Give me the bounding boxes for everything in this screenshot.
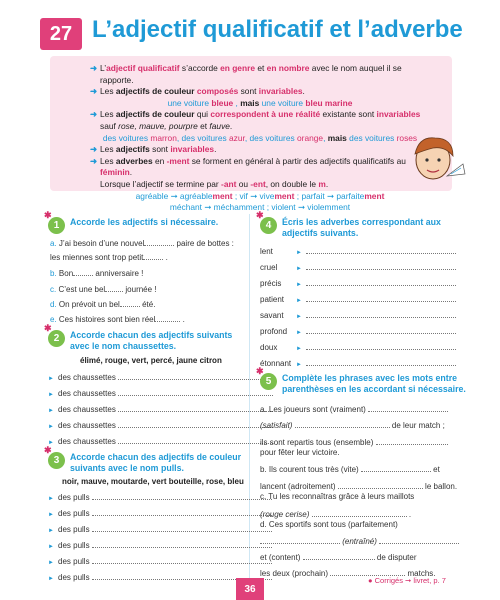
adjective-word: étonnant <box>260 359 292 368</box>
ex4-answer-line <box>260 246 456 256</box>
ex5-line: (rouge cerise) . <box>260 510 412 519</box>
answer-blank[interactable] <box>92 524 272 532</box>
example-3: des voitures marron, des voitures azur, des voitures orange, mais des voitures roses <box>102 132 418 143</box>
answer-blank[interactable] <box>105 284 123 292</box>
word-list: noir, mauve, moutarde, vert bouteille, rose, bleu <box>62 477 244 486</box>
example-5a: agréable ➞ agréablement ; vif ➞ vivement ; parfait ➞ parfaitement <box>135 190 385 201</box>
ex3-answer-line: ► des pulls <box>48 508 272 518</box>
answer-blank[interactable] <box>260 536 340 544</box>
bullet-icon: ► <box>48 544 54 550</box>
ex5-line: ils sont repartis tous (ensemble) <box>260 437 448 447</box>
answer-blank[interactable] <box>118 388 273 396</box>
ex2-answer-line: ► des chaussettes <box>48 388 273 398</box>
chapter-number: 27 <box>40 18 82 50</box>
exercise-badge: ✱ 1 <box>48 217 65 234</box>
adjective-word: précis <box>260 279 282 288</box>
ex4-answer-line <box>260 278 456 288</box>
ex1-line-b: b. Bon anniversaire ! <box>50 269 144 278</box>
answer-blank[interactable] <box>295 420 390 428</box>
answer-blank[interactable] <box>120 299 140 307</box>
bullet-icon: ► <box>296 282 302 288</box>
answer-blank[interactable] <box>306 246 456 254</box>
ex1-line-e: e. Ces histoires sont bien réel . <box>50 315 185 324</box>
answer-blank[interactable] <box>92 492 272 500</box>
answer-blank[interactable] <box>306 278 456 286</box>
rule-5: ➜ Les adverbes en -ment se forment en général à partir des adjectifs qualificatifs au féminin. Lorsque l’adjectif se termine par -ant ou -ent, on double le m. <box>90 155 406 189</box>
answer-blank[interactable] <box>379 536 459 544</box>
answer-blank[interactable] <box>118 372 273 380</box>
arrow-icon: ➜ <box>90 86 98 97</box>
exercise-title: Accorde chacun des adjectifs suivants avec le nom chaussettes. <box>70 330 233 351</box>
star-icon: ✱ <box>44 445 52 455</box>
answer-blank[interactable] <box>368 404 448 412</box>
example-5b: méchant ➞ méchamment ; violent ➞ violemment <box>169 202 351 213</box>
ex1-line-c: c. C’est une bel journée ! <box>50 285 157 294</box>
ex3-answer-line: ► des pulls <box>48 572 272 582</box>
ex1-line-a2: les miennes sont trop petit . <box>50 253 168 262</box>
bullet-icon: ► <box>48 576 54 582</box>
example-2: une voiture bleue , mais une voiture bleu marine <box>167 97 353 108</box>
bullet-icon: ► <box>48 512 54 518</box>
answer-blank[interactable] <box>306 326 456 334</box>
exercise-title: Accorde chacun des adjectifs de couleur suivants avec le nom pulls. <box>70 452 242 473</box>
adjective-word: doux <box>260 343 278 352</box>
answer-blank[interactable] <box>330 568 405 576</box>
ex5-line: d. Ces sportifs sont tous (parfaitement) <box>260 520 398 529</box>
page-title: L’adjectif qualificatif et l’adverbe <box>92 16 463 43</box>
ex3-answer-line: ► des pulls <box>48 524 272 534</box>
answer-blank[interactable] <box>144 238 174 246</box>
answer-blank[interactable] <box>92 508 272 516</box>
ex1-line-d: d. On prévoit un bel été. <box>50 300 156 309</box>
bullet-icon: ► <box>296 362 302 368</box>
ex2-answer-line: ► des chaussettes <box>48 436 273 446</box>
ex5-line: c. Tu les reconnaîtras grâce à leurs maillots <box>260 492 415 501</box>
adjective-word: cruel <box>260 263 278 272</box>
answer-blank[interactable] <box>306 358 456 366</box>
ex3-answer-line: ► des pulls <box>48 556 272 566</box>
adjective-word: profond <box>260 327 288 336</box>
exercise-title: Complète les phrases avec les mots entre parenthèses en les accordant si nécessaire. <box>282 373 466 394</box>
page-number: 36 <box>236 578 264 600</box>
adjective-word: patient <box>260 295 285 304</box>
ex4-answer-line <box>260 310 456 320</box>
answer-blank[interactable] <box>306 310 456 318</box>
ex2-answer-line: ► des chaussettes <box>48 372 273 382</box>
bullet-icon: ► <box>48 424 54 430</box>
rule-3: ➜ Les adjectifs de couleur qui correspondent à une réalité existante sont invariables sauf rose, mauve, pourpre et fauve. <box>90 109 421 131</box>
answer-blank[interactable] <box>143 252 163 260</box>
bullet-icon: ► <box>48 496 54 502</box>
rule-2: ➜ Les adjectifs de couleur composés sont invariables. <box>90 86 305 97</box>
exercise-5-header <box>256 366 466 395</box>
ex5-line: (satisfait) de leur match ; <box>260 421 445 430</box>
exercise-title: Accorde les adjectifs si nécessaire. <box>70 217 219 227</box>
bullet-icon: ► <box>48 560 54 566</box>
exercise-title: Écris les adverbes correspondant aux adjectifs suivants. <box>282 217 441 238</box>
bullet-icon: ► <box>296 266 302 272</box>
ex2-answer-line: ► des chaussettes <box>48 404 273 414</box>
arrow-icon: ➜ <box>90 144 98 155</box>
exercise-badge: ✱ 2 <box>48 330 65 347</box>
ex4-answer-line <box>260 326 456 336</box>
arrow-icon: ➜ <box>90 155 98 166</box>
star-icon: ✱ <box>44 210 52 220</box>
answer-blank[interactable] <box>92 540 272 548</box>
answer-blank[interactable] <box>306 262 456 270</box>
answer-blank[interactable] <box>312 509 407 517</box>
bullet-icon: ► <box>48 392 54 398</box>
ex4-answer-line <box>260 262 456 272</box>
arrow-icon: ➜ <box>90 63 98 73</box>
arrow-icon: ➜ <box>90 109 98 120</box>
bullet-icon: ► <box>296 314 302 320</box>
adjective-word: lent <box>260 247 273 256</box>
bullet-icon: ► <box>296 298 302 304</box>
exercise-badge: ✱ 5 <box>260 373 277 390</box>
ex5-line: les deux (prochain) matchs. <box>260 569 436 578</box>
star-icon: ✱ <box>44 323 52 333</box>
answer-blank[interactable] <box>306 342 456 350</box>
bullet-icon: ► <box>296 250 302 256</box>
ex5-line: et (content) de disputer <box>260 553 417 562</box>
rule-1: ➜ L’adjectif qualificatif s’accorde en genre et en nombre avec le nom auquel il se rapporte. <box>90 63 402 85</box>
star-icon: ✱ <box>256 210 264 220</box>
ex5-line: a. Les joueurs sont (vraiment) <box>260 404 448 414</box>
answer-blank[interactable] <box>118 420 273 428</box>
answer-blank[interactable] <box>303 552 375 560</box>
ex5-line: lancent (adroitement) le ballon. <box>260 482 458 491</box>
bullet-icon: ► <box>296 346 302 352</box>
ex5-line: pour fêter leur victoire. <box>260 448 340 457</box>
answer-blank[interactable] <box>92 556 272 564</box>
exercise-1-header <box>44 210 219 234</box>
pin-icon: ● <box>368 576 373 585</box>
word-list: élimé, rouge, vert, percé, jaune citron <box>80 356 222 365</box>
bullet-icon: ► <box>48 528 54 534</box>
answer-blank[interactable] <box>376 437 448 445</box>
answer-blank[interactable] <box>118 404 273 412</box>
exercise-2-header <box>44 323 233 352</box>
answer-blank[interactable] <box>306 294 456 302</box>
bullet-icon: ► <box>48 440 54 446</box>
ex1-line-a: a. J’ai besoin d’une nouvel paire de bottes : <box>50 239 234 248</box>
ex3-answer-line: ► des pulls <box>48 492 272 502</box>
answer-blank[interactable] <box>118 436 273 444</box>
star-icon: ✱ <box>256 366 264 376</box>
girl-illustration <box>405 130 467 192</box>
answer-blank[interactable] <box>361 464 431 472</box>
answer-blank[interactable] <box>338 481 423 489</box>
answer-blank[interactable] <box>155 314 180 322</box>
ex4-answer-line <box>260 358 456 368</box>
bullet-icon: ► <box>48 408 54 414</box>
exercise-3-header <box>44 445 242 474</box>
page-header <box>0 0 500 58</box>
bullet-icon: ► <box>296 330 302 336</box>
ex5-line: b. Ils courent tous très (vite) et <box>260 465 440 474</box>
bullet-icon: ► <box>48 376 54 382</box>
corriges-link[interactable]: ● Corrigés ➞ livret, p. 7 <box>368 576 446 585</box>
ex4-answer-line <box>260 294 456 304</box>
exercise-4-header <box>256 210 441 239</box>
ex5-line: (entraîné) <box>260 536 459 546</box>
exercise-badge: ✱ 4 <box>260 217 277 234</box>
ex2-answer-line: ► des chaussettes <box>48 420 273 430</box>
ex3-answer-line: ► des pulls <box>48 540 272 550</box>
adjective-word: savant <box>260 311 284 320</box>
ex4-answer-line <box>260 342 456 352</box>
rule-list <box>90 63 430 214</box>
rule-4: ➜ Les adjectifs sont invariables. <box>90 144 217 155</box>
exercise-badge: ✱ 3 <box>48 452 65 469</box>
answer-blank[interactable] <box>73 268 93 276</box>
